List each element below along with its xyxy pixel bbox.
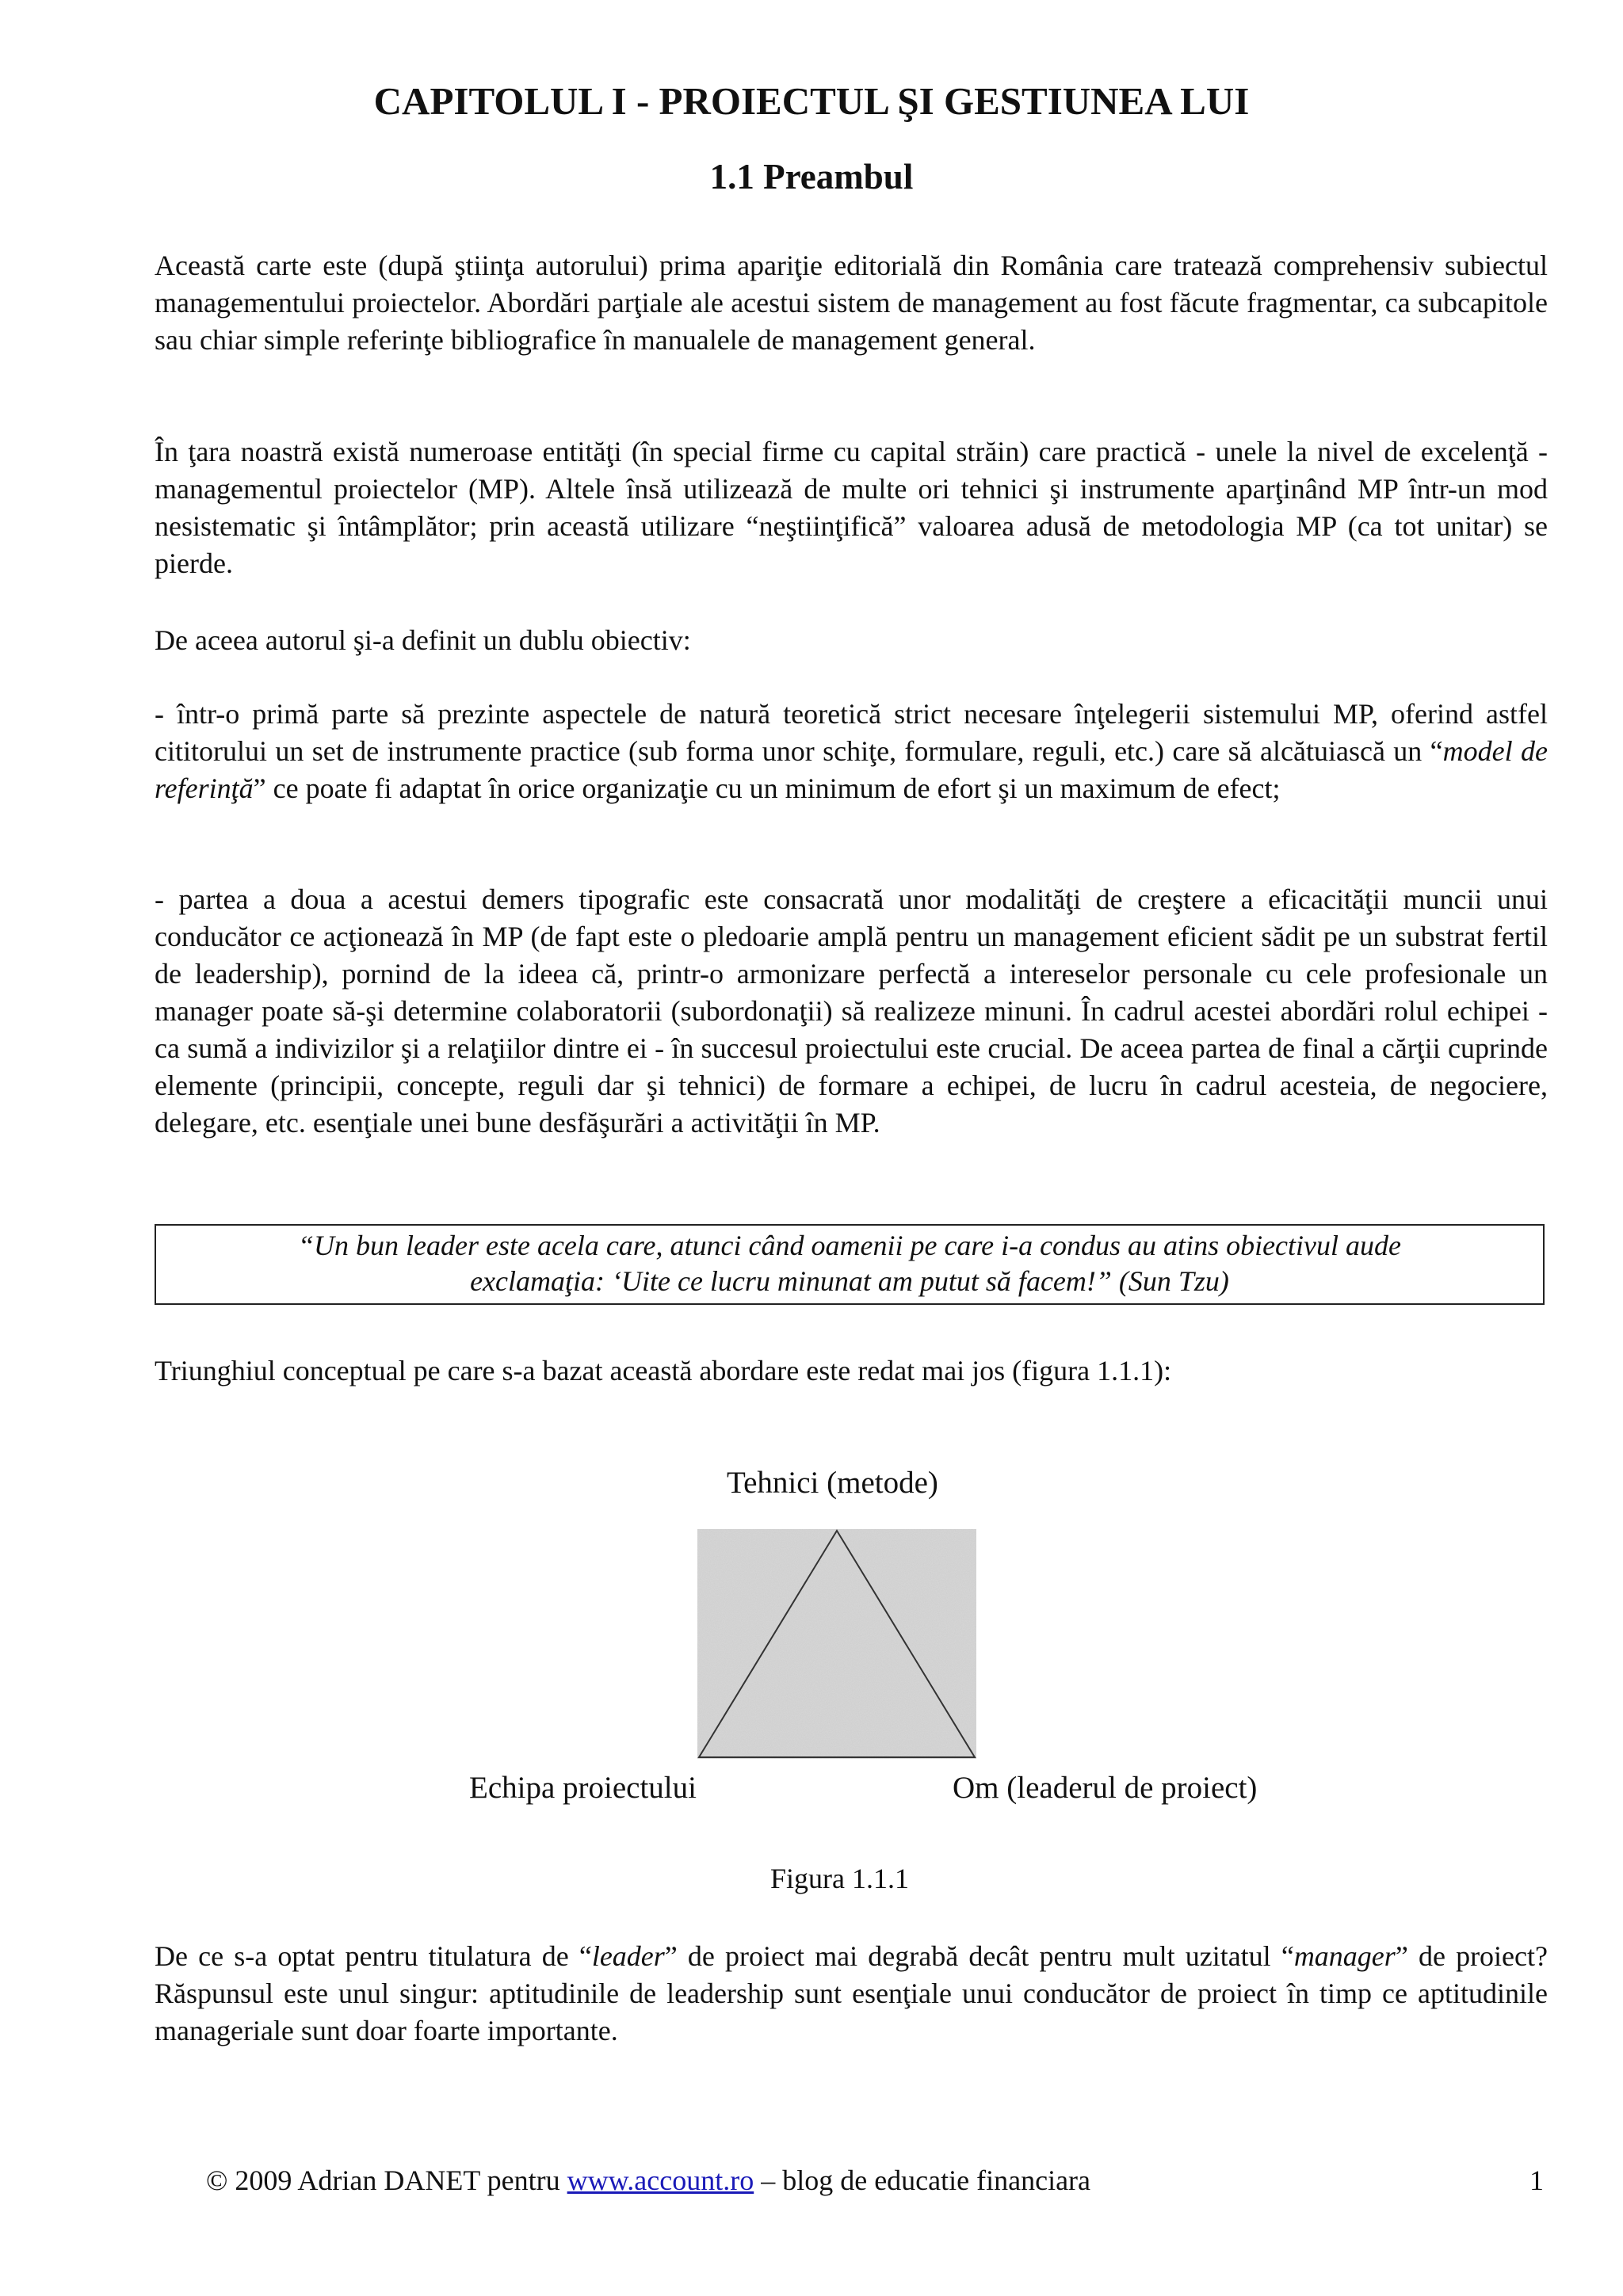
quote-box (155, 1224, 1545, 1305)
footer-copyright-suffix: – blog de educatie financiara (754, 2164, 1091, 2196)
paragraph-leader-text-a: De ce s-a optat pentru titulatura de “ (155, 1940, 592, 1972)
footer-copyright (206, 2163, 1090, 2198)
paragraph-context: În ţara noastră există numeroase entităţi (în special firme cu capital străin) care practică - unele la nivel de excelenţă - managementul proiectelor (MP). Altele însă utilizează de multe ori tehnici şi instrumente aparţinând MP într-un mod nesistematic şi întâmplător; prin această utilizare “neştiinţifică” valoarea adusă de metodologia MP (ca tot unitar) se pierde. (155, 436, 1548, 579)
paragraph-intro: Această carte este (după ştiinţa autorului) prima apariţie editorială din România care tratează comprehensiv subiectul managementului proiectelor. Abordări parţiale ale acestui sistem de management au fost făcute fragmentar, ca subcapitole sau chiar simple referinţe bibliografice în manualele de management general. (155, 250, 1548, 356)
quote-line-1: “Un bun leader este acela care, atunci când oamenii pe care i-a condus au atins obiectivul aude (297, 1230, 1401, 1261)
paragraph-objective: De aceea autorul şi-a definit un dublu obiectiv: (155, 624, 691, 656)
figure-top-label: Tehnici (metode) (727, 1466, 938, 1500)
figure-right-label: Om (leaderul de proiect) (953, 1771, 1258, 1805)
figure-caption: Figura 1.1.1 (770, 1863, 909, 1894)
paragraph-leader-vs-manager (155, 1938, 1548, 2050)
paragraph-leader-text-b: ” de proiect mai degrabă decât pentru mult uzitatul “ (664, 1940, 1294, 1972)
footer-link-account[interactable]: www.account.ro (567, 2164, 754, 2196)
chapter-title: CAPITOLUL I - PROIECTUL ŞI GESTIUNEA LUI (373, 79, 1250, 123)
paragraph-leader-text-c: ” de proiect? Răspunsul este unul singur: aptitudinile de leadership sunt esenţiale unui conducător de proiect în timp ce aptitudinile manageriale sunt doar foarte importante. (155, 1940, 1548, 2046)
paragraph-objective-part1-text: - într-o primă parte să prezinte aspectele de natură teoretică strict necesare înţelegerii sistemului MP, oferind astfel cititorului un set de instrumente practice (sub forma unor schiţe, formulare, reguli, etc.) care să alcătuiască un “ (155, 698, 1548, 767)
leader-term: leader (591, 1940, 665, 1972)
concept-triangle-figure (697, 1529, 976, 1759)
figure-left-label: Echipa proiectului (469, 1771, 697, 1805)
paragraph-figure-intro: Triunghiul conceptual pe care s-a bazat această abordare este redat mai jos (figura 1.1.1): (155, 1355, 1172, 1386)
quote-line-2: exclamaţia: ‘Uite ce lucru minunat am putut să facem!” (Sun Tzu) (470, 1265, 1229, 1297)
footer-copyright-prefix: © 2009 Adrian DANET pentru (206, 2164, 567, 2196)
section-title: 1.1 Preambul (709, 157, 914, 196)
triangle-graphic (697, 1529, 976, 1759)
triangle-texture-noise (697, 1529, 976, 1759)
manager-term: manager (1293, 1940, 1396, 1972)
page-number: 1 (1529, 2164, 1544, 2196)
paragraph-objective-part1-text-end: ” ce poate fi adaptat în orice organizaţie cu un minimum de efort şi un maximum de efect; (253, 772, 1281, 804)
model-de-referinta-term: model de referinţă (155, 735, 1548, 804)
paragraph-objective-part1 (155, 696, 1548, 807)
paragraph-objective-part2: - partea a doua a acestui demers tipografic este consacrată unor modalităţi de creştere a eficacităţii muncii unui conducător ce acţionează în MP (de fapt este o pledoarie amplă pentru un management eficient sădit pe un substrat fertil de leadership), pornind de la ideea că, printr-o armonizare perfectă a intereselor personale cu cele profesionale un manager poate să-şi determine colaboratorii (subordonaţii) să realizeze minuni. În cadrul acestei abordări rolul echipei - ca sumă a indivizilor şi a relaţiilor dintre ei - în succesul proiectului este crucial. De aceea partea de final a cărţii cuprinde elemente (principii, concepte, reguli dar şi tehnici) de formare a echipei, de lucru în cadrul acesteia, de negociere, delegare, etc. esenţiale unei bune desfăşurări a activităţii în MP. (155, 883, 1548, 1138)
